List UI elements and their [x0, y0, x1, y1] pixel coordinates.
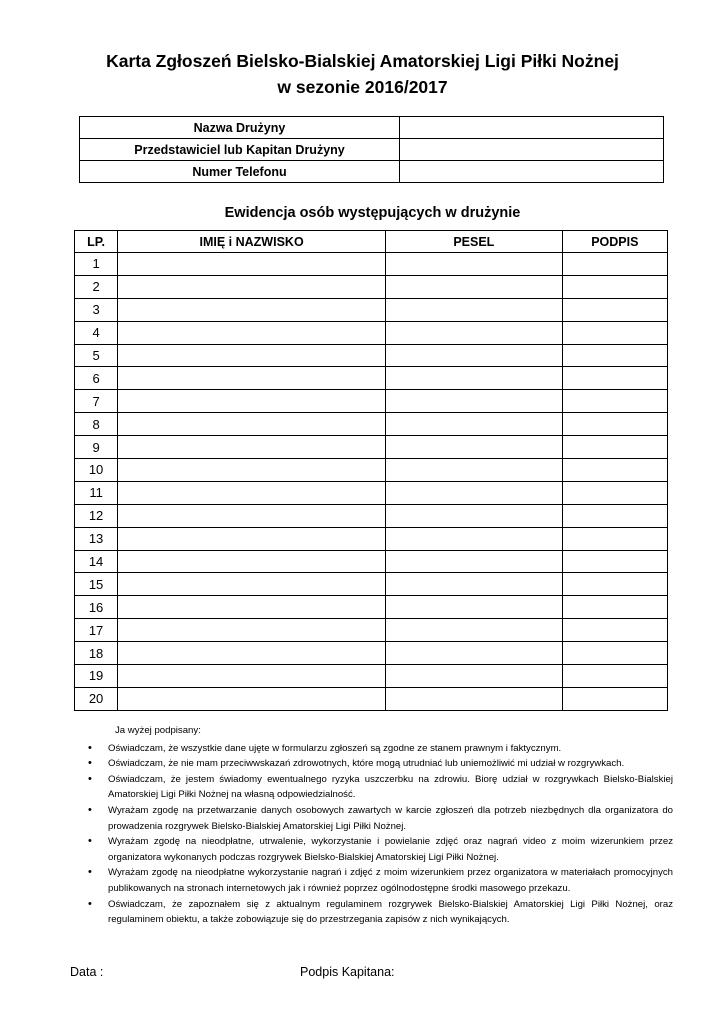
- table-row: [75, 436, 668, 459]
- table-row: [75, 390, 668, 413]
- player-lp: 3: [75, 298, 118, 321]
- player-name-cell[interactable]: [118, 459, 386, 482]
- player-signature-cell[interactable]: [562, 619, 667, 642]
- player-pesel-cell[interactable]: [386, 367, 563, 390]
- player-name-cell[interactable]: [118, 504, 386, 527]
- player-pesel-cell[interactable]: [386, 253, 563, 276]
- player-name-cell[interactable]: [118, 596, 386, 619]
- player-name-cell[interactable]: [118, 253, 386, 276]
- table-row: [75, 253, 668, 276]
- players-table: [74, 230, 668, 711]
- document-season: w sezonie 2016/2017: [277, 77, 448, 97]
- declaration-item: • Wyrażam zgodę na przetwarzanie danych osobowych zawartych w karcie zgłoszeń dla potrzeb niezbędnych dla organizatora do prowadzenia rozgrywek Bielsko-Bialskiej Amatorskiej Ligi Piłki Nożnej.: [88, 803, 673, 834]
- player-pesel-cell[interactable]: [386, 642, 563, 665]
- declarations-list: [88, 741, 673, 928]
- player-name-cell[interactable]: [118, 481, 386, 504]
- table-row: [75, 619, 668, 642]
- player-name-cell[interactable]: [118, 413, 386, 436]
- player-pesel-cell[interactable]: [386, 413, 563, 436]
- team-info-label: Nazwa Drużyny: [80, 117, 400, 139]
- player-signature-cell[interactable]: [562, 390, 667, 413]
- player-lp: 10: [75, 459, 118, 482]
- player-signature-cell[interactable]: [562, 481, 667, 504]
- player-name-cell[interactable]: [118, 321, 386, 344]
- player-lp: 7: [75, 390, 118, 413]
- table-row: [75, 481, 668, 504]
- team-info-row: [80, 117, 664, 139]
- team-info-value[interactable]: [400, 139, 664, 161]
- player-signature-cell[interactable]: [562, 298, 667, 321]
- declaration-item: • Oświadczam, że nie mam przeciwwskazań zdrowotnych, które mogą utrudniać lub uniemożliwić mi udział w rozgrywkach.: [88, 756, 673, 772]
- player-pesel-cell[interactable]: [386, 665, 563, 688]
- team-info-table: [79, 116, 664, 183]
- team-info-value[interactable]: [400, 117, 664, 139]
- player-pesel-cell[interactable]: [386, 596, 563, 619]
- player-lp: 19: [75, 665, 118, 688]
- table-row: [75, 321, 668, 344]
- player-name-cell[interactable]: [118, 550, 386, 573]
- team-info-label: Przedstawiciel lub Kapitan Drużyny: [80, 139, 400, 161]
- team-info-value[interactable]: [400, 161, 664, 183]
- player-pesel-cell[interactable]: [386, 436, 563, 459]
- declaration-item: • Wyrażam zgodę na nieodpłatne wykorzystanie nagrań i zdjęć z moim wizerunkiem przez organizatora w materiałach promocyjnych publikowanych na stronach internetowych jak i również poprzez ogólnodostępne środki masowego przekazu.: [88, 865, 673, 896]
- player-signature-cell[interactable]: [562, 642, 667, 665]
- header-pesel: PESEL: [386, 231, 563, 253]
- player-name-cell[interactable]: [118, 665, 386, 688]
- table-row: [75, 550, 668, 573]
- table-row: [75, 367, 668, 390]
- player-pesel-cell[interactable]: [386, 390, 563, 413]
- player-lp: 15: [75, 573, 118, 596]
- table-row: [75, 459, 668, 482]
- player-name-cell[interactable]: [118, 619, 386, 642]
- player-pesel-cell[interactable]: [386, 275, 563, 298]
- table-row: [75, 275, 668, 298]
- player-pesel-cell[interactable]: [386, 550, 563, 573]
- player-lp: 16: [75, 596, 118, 619]
- player-name-cell[interactable]: [118, 275, 386, 298]
- player-signature-cell[interactable]: [562, 367, 667, 390]
- team-info-row: [80, 161, 664, 183]
- table-row: [75, 642, 668, 665]
- table-row: [75, 665, 668, 688]
- player-signature-cell[interactable]: [562, 596, 667, 619]
- player-name-cell[interactable]: [118, 573, 386, 596]
- players-section-title: Ewidencja osób występujących w drużynie: [224, 205, 521, 221]
- player-lp: 6: [75, 367, 118, 390]
- player-lp: 11: [75, 481, 118, 504]
- player-name-cell[interactable]: [118, 527, 386, 550]
- table-row: [75, 413, 668, 436]
- player-pesel-cell[interactable]: [386, 459, 563, 482]
- player-signature-cell[interactable]: [562, 459, 667, 482]
- player-name-cell[interactable]: [118, 687, 386, 710]
- player-pesel-cell[interactable]: [386, 344, 563, 367]
- player-lp: 1: [75, 253, 118, 276]
- table-row: [75, 687, 668, 710]
- player-signature-cell[interactable]: [562, 321, 667, 344]
- declarations: [88, 723, 673, 928]
- player-lp: 17: [75, 619, 118, 642]
- player-pesel-cell[interactable]: [386, 504, 563, 527]
- player-pesel-cell[interactable]: [386, 527, 563, 550]
- declaration-item: • Oświadczam, że wszystkie dane ujęte w formularzu zgłoszeń są zgodne ze stanem prawnym i faktycznym.: [88, 741, 673, 757]
- player-pesel-cell[interactable]: [386, 619, 563, 642]
- header-name: IMIĘ i NAZWISKO: [118, 231, 386, 253]
- team-info-row: [80, 139, 664, 161]
- declaration-item: • Oświadczam, że zapoznałem się z aktualnym regulaminem rozgrywek Bielsko-Bialskiej Amatorskiej Ligi Piłki Nożnej, oraz regulaminem obiektu, a także zobowiązuje się do przestrzegania zapisów z nich wynikających.: [88, 897, 673, 928]
- player-lp: 9: [75, 436, 118, 459]
- player-signature-cell[interactable]: [562, 253, 667, 276]
- player-lp: 5: [75, 344, 118, 367]
- declaration-item: • Wyrażam zgodę na nieodpłatne, utrwalenie, wykorzystanie i powielanie zdjęć oraz nagrań video z moim wizerunkiem przez organizatora wykonanych podczas rozgrywek Bielsko-Bialskiej Amatorskiej Ligi Piłki Nożnej.: [88, 834, 673, 865]
- table-row: [75, 344, 668, 367]
- player-signature-cell[interactable]: [562, 687, 667, 710]
- player-lp: 14: [75, 550, 118, 573]
- player-lp: 18: [75, 642, 118, 665]
- player-pesel-cell[interactable]: [386, 481, 563, 504]
- document-title: Karta Zgłoszeń Bielsko-Bialskiej Amatorskiej Ligi Piłki Nożnej: [106, 51, 619, 71]
- table-row: [75, 573, 668, 596]
- player-signature-cell[interactable]: [562, 413, 667, 436]
- player-lp: 20: [75, 687, 118, 710]
- table-row: [75, 527, 668, 550]
- table-row: [75, 298, 668, 321]
- captain-signature-label: Podpis Kapitana:: [300, 965, 395, 979]
- player-lp: 12: [75, 504, 118, 527]
- player-name-cell[interactable]: [118, 298, 386, 321]
- player-name-cell[interactable]: [118, 390, 386, 413]
- player-signature-cell[interactable]: [562, 504, 667, 527]
- player-lp: 2: [75, 275, 118, 298]
- player-pesel-cell[interactable]: [386, 298, 563, 321]
- header-signature: PODPIS: [562, 231, 667, 253]
- player-name-cell[interactable]: [118, 436, 386, 459]
- table-row: [75, 596, 668, 619]
- team-info-label: Numer Telefonu: [80, 161, 400, 183]
- player-lp: 4: [75, 321, 118, 344]
- declarations-intro: Ja wyżej podpisany:: [115, 725, 201, 736]
- player-pesel-cell[interactable]: [386, 573, 563, 596]
- player-name-cell[interactable]: [118, 642, 386, 665]
- player-signature-cell[interactable]: [562, 527, 667, 550]
- player-signature-cell[interactable]: [562, 436, 667, 459]
- table-row: [75, 504, 668, 527]
- players-header-row: [75, 231, 668, 253]
- declaration-item: • Oświadczam, że jestem świadomy ewentualnego ryzyka uszczerbku na zdrowiu. Biorę udział w rozgrywkach Bielsko-Bialskiej Amatorskiej Ligi Piłki Nożnej na własną odpowiedzialność.: [88, 772, 673, 803]
- player-signature-cell[interactable]: [562, 573, 667, 596]
- player-lp: 13: [75, 527, 118, 550]
- player-lp: 8: [75, 413, 118, 436]
- player-signature-cell[interactable]: [562, 344, 667, 367]
- player-signature-cell[interactable]: [562, 275, 667, 298]
- player-name-cell[interactable]: [118, 344, 386, 367]
- date-label: Data :: [70, 965, 104, 979]
- player-signature-cell[interactable]: [562, 665, 667, 688]
- player-signature-cell[interactable]: [562, 550, 667, 573]
- player-pesel-cell[interactable]: [386, 687, 563, 710]
- player-pesel-cell[interactable]: [386, 321, 563, 344]
- player-name-cell[interactable]: [118, 367, 386, 390]
- header-lp: LP.: [75, 231, 118, 253]
